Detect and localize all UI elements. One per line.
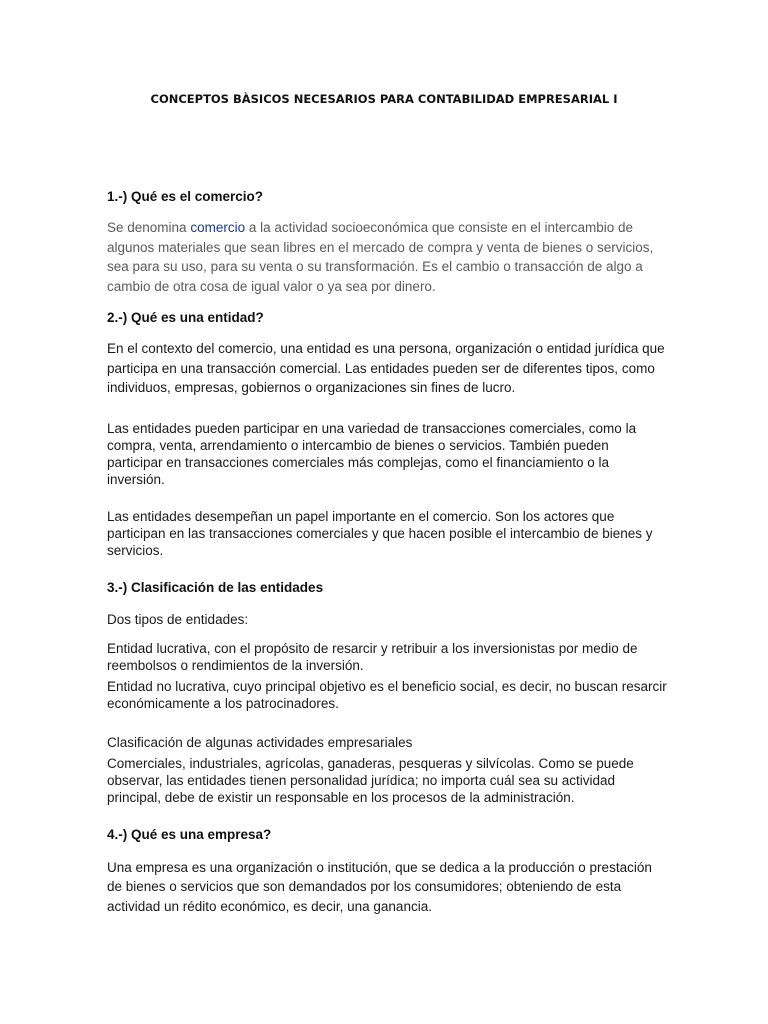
section-1-heading: 1.-) Qué es el comercio? (107, 189, 264, 204)
section-3-paragraph-4: Clasificación de algunas actividades empresariales (107, 734, 413, 750)
section-2-heading: 2.-) Qué es una entidad? (107, 310, 264, 325)
section-1-text-after: a la actividad socioeconómica que consiste en el intercambio de algunos materiales que sean libres en el mercado de compra y venta de bienes o servicios, sea para su uso, para su venta o su transformación. Es el cambio o transacción de algo a cambio de otra cosa de igual valor o ya sea por dinero. (107, 220, 654, 294)
section-3-paragraph-2: Entidad lucrativa, con el propósito de resarcir y retribuir a los inversionistas por medio de reembolsos o rendimientos de la inversión. (107, 640, 638, 673)
section-4-heading: 4.-) Qué es una empresa? (107, 826, 272, 842)
section-3-paragraph-3: Entidad no lucrativa, cuyo principal objetivo es el beneficio social, es decir, no buscan resarcir económicamente a los patrocinadores. (107, 678, 667, 711)
section-2-paragraph-3: Las entidades desempeñan un papel importante en el comercio. Son los actores que participan en las transacciones comerciales y que hacen posible el intercambio de bienes y servicios. (107, 508, 653, 558)
document-title: CONCEPTOS BÀSICOS NECESARIOS PARA CONTABILIDAD EMPRESARIAL I (150, 92, 618, 106)
section-3-paragraph-1: Dos tipos de entidades: (107, 611, 249, 627)
section-2-paragraph-1: En el contexto del comercio, una entidad es una persona, organización o entidad jurídica que participa en una transacción comercial. Las entidades pueden ser de diferentes tipos, como individuos, empresas, gobiernos o organizaciones sin fines de lucro. (107, 341, 665, 395)
section-2-paragraph-2: Las entidades pueden participar en una variedad de transacciones comerciales, como la compra, venta, arrendamiento o intercambio de bienes o servicios. También pueden participar en transacciones comerciales más complejas, como el financiamiento o la inversión. (107, 420, 637, 487)
comercio-term: comercio (190, 220, 246, 235)
section-3-heading: 3.-) Clasificación de las entidades (107, 579, 324, 595)
section-4-paragraph-1: Una empresa es una organización o institución, que se dedica a la producción o prestación de bienes o servicios que son demandados por los consumidores; obteniendo de esta actividad un rédito económico, es decir, una ganancia. (107, 859, 652, 914)
section-3-paragraph-5: Comerciales, industriales, agrícolas, ganaderas, pesqueras y silvícolas. Como se puede observar, las entidades tienen personalidad jurídica; no importa cuál sea su actividad principal, debe de existir un responsable en los procesos de la administración. (107, 755, 634, 805)
document-body (107, 188, 667, 916)
section-1-text-before: Se denomina (107, 220, 191, 235)
section-1-paragraph (107, 218, 667, 296)
